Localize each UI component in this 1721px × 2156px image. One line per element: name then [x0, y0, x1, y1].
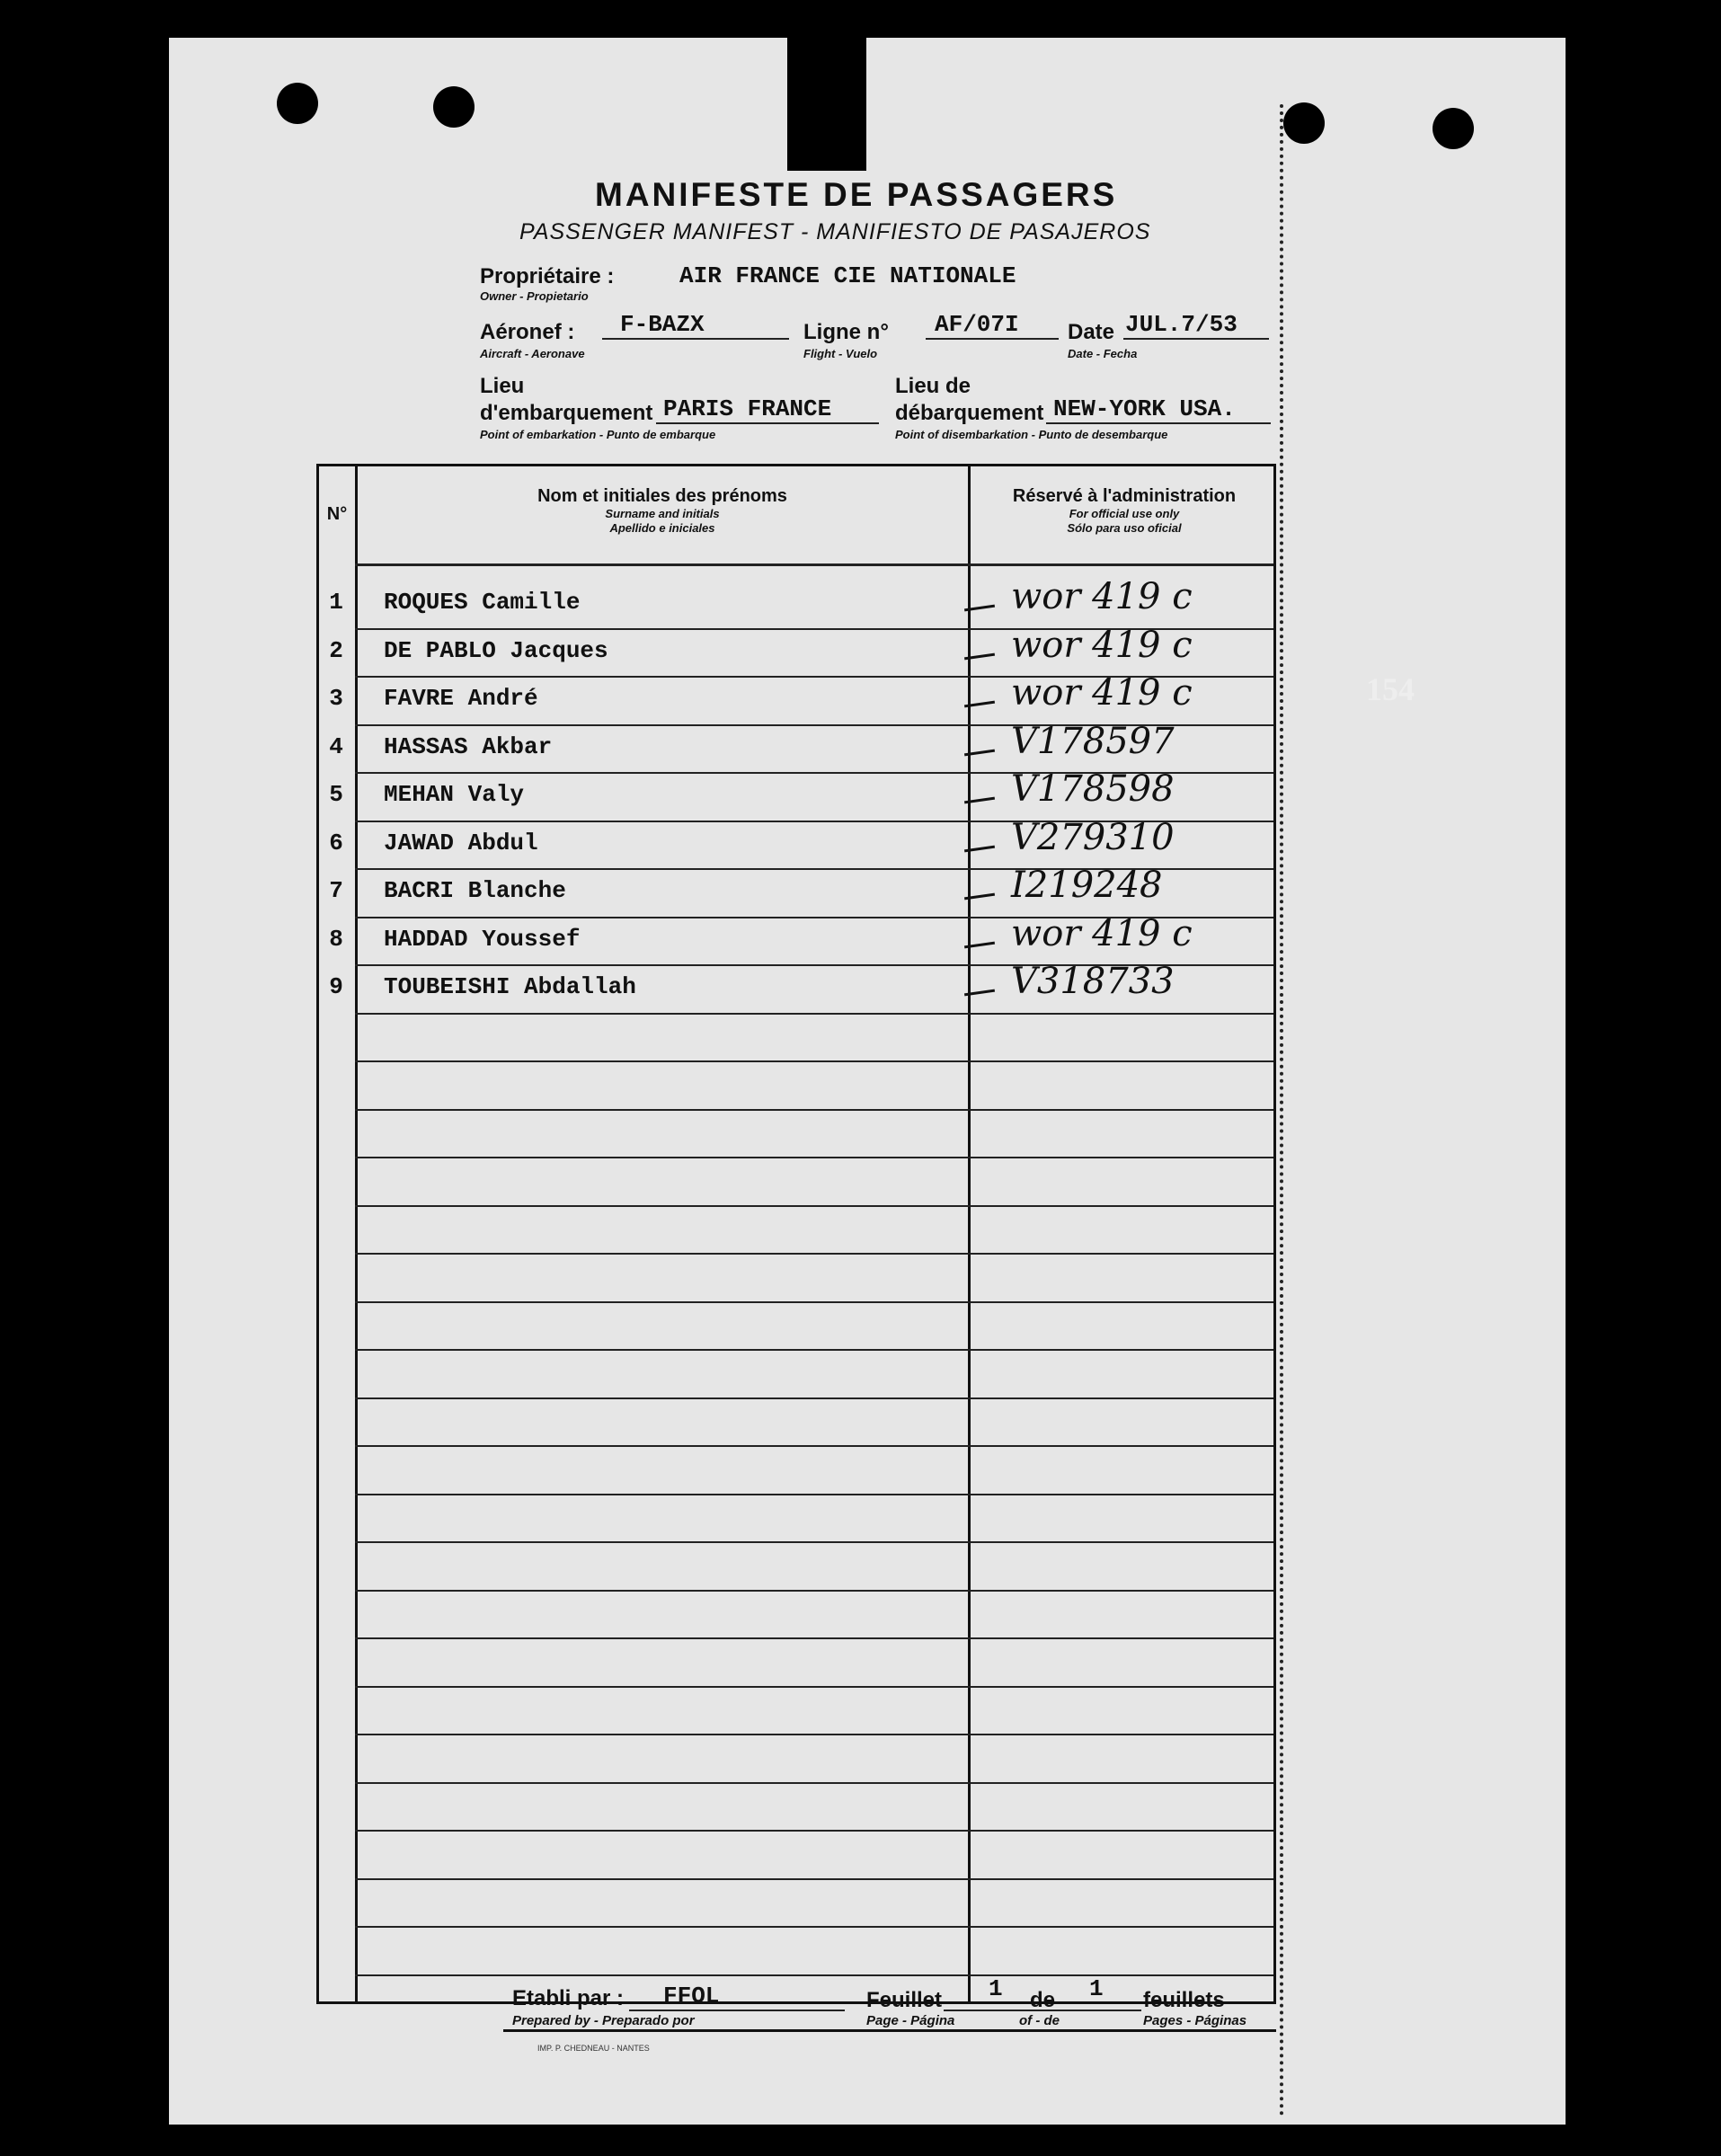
disembarkation-underline: [1046, 422, 1271, 424]
row-number: 9: [329, 973, 343, 1000]
row-number: 2: [329, 636, 343, 664]
owner-sublabel: Owner - Propietario: [480, 289, 589, 303]
sheet-label: Feuillet: [866, 1988, 943, 2012]
admin-annotation: V318733: [1011, 961, 1175, 1002]
sheet-sublabel: Page - Página: [866, 2013, 955, 2028]
row-number: 1: [329, 589, 343, 616]
row-rule: [355, 1590, 1273, 1592]
disembarkation-label-line2: débarquement: [895, 401, 1044, 425]
perforation-line: [1280, 104, 1283, 2117]
embarkation-label-line2: d'embarquement: [480, 401, 653, 425]
embarkation-sublabel: Point of embarkation - Punto de embarque: [480, 428, 716, 441]
admin-annotation: V178597: [1011, 720, 1175, 762]
admin-annotation: wor 419 c: [1011, 912, 1193, 954]
header-divider: [355, 563, 1273, 566]
row-number: 6: [329, 829, 343, 856]
punch-hole: [277, 83, 318, 124]
passenger-name: JAWAD Abdul: [384, 829, 538, 856]
row-rule: [355, 1494, 1273, 1495]
row-rule: [355, 1878, 1273, 1880]
row-number: 5: [329, 781, 343, 808]
sheet-underline: [944, 2010, 1141, 2011]
punch-hole: [433, 86, 475, 128]
passenger-name: ROQUES Camille: [384, 589, 581, 616]
admin-annotation: wor 419 c: [1011, 672, 1193, 714]
aircraft-value: F-BAZX: [620, 311, 705, 338]
flight-label: Ligne n°: [803, 320, 889, 344]
aircraft-underline: [602, 338, 789, 340]
row-rule: [355, 1301, 1273, 1303]
row-rule: [355, 1253, 1273, 1255]
owner-value: AIR FRANCE CIE NATIONALE: [679, 262, 1016, 289]
page-title: MANIFESTE DE PASSAGERS: [595, 176, 1118, 213]
of-value: 1: [1089, 1975, 1104, 2002]
embarkation-value: PARIS FRANCE: [663, 395, 832, 422]
disembarkation-sublabel: Point of disembarkation - Punto de desembarque: [895, 428, 1168, 441]
punch-hole: [1433, 108, 1474, 149]
date-underline: [1123, 338, 1269, 340]
page-number: 154: [1366, 671, 1415, 707]
row-rule: [355, 1445, 1273, 1447]
column-header-admin-main: Réservé à l'administration: [1012, 486, 1237, 506]
of-sublabel: of - de: [1019, 2013, 1060, 2028]
row-rule: [355, 1830, 1273, 1832]
column-header-admin-es: Sólo para uso oficial: [1067, 521, 1182, 535]
admin-annotation: V178598: [1011, 768, 1175, 810]
aircraft-label: Aéronef :: [480, 320, 575, 344]
flight-sublabel: Flight - Vuelo: [803, 347, 878, 360]
row-rule: [355, 1397, 1273, 1399]
embarkation-underline: [656, 422, 879, 424]
row-rule: [355, 1013, 1273, 1015]
sheet-value: 1: [989, 1975, 1003, 2002]
row-number: 3: [329, 685, 343, 712]
admin-annotation: wor 419 c: [1011, 576, 1193, 617]
row-rule: [355, 1060, 1273, 1062]
row-rule: [355, 1974, 1273, 1976]
sheets-sublabel: Pages - Páginas: [1143, 2013, 1247, 2028]
column-header-name-es: Apellido e iniciales: [609, 521, 715, 535]
column-header-name: [359, 486, 966, 536]
row-number: 4: [329, 732, 343, 760]
row-number: 8: [329, 925, 343, 953]
column-header-name-main: Nom et initiales des prénoms: [537, 486, 787, 506]
embarkation-label-line1: Lieu: [480, 374, 525, 398]
column-header-no: N°: [326, 504, 348, 524]
disembarkation-value: NEW-YORK USA.: [1053, 395, 1236, 422]
column-header-name-en: Surname and initials: [605, 507, 720, 520]
row-rule: [355, 1637, 1273, 1639]
footer-rule: [503, 2029, 1276, 2032]
row-number: 7: [329, 877, 343, 904]
row-rule: [355, 1205, 1273, 1207]
column-divider: [968, 466, 971, 2001]
row-rule: [355, 1782, 1273, 1784]
row-rule: [355, 1349, 1273, 1351]
date-value: JUL.7/53: [1125, 311, 1238, 338]
column-header-admin: [971, 486, 1277, 536]
disembarkation-label-line1: Lieu de: [895, 374, 971, 398]
punch-hole: [1283, 102, 1325, 144]
row-rule: [355, 1926, 1273, 1928]
sheets-label: feuillets: [1143, 1988, 1225, 2012]
date-label: Date: [1068, 320, 1115, 344]
passenger-name: DE PABLO Jacques: [384, 636, 608, 664]
date-sublabel: Date - Fecha: [1068, 347, 1138, 360]
passenger-name: HADDAD Youssef: [384, 925, 581, 953]
admin-annotation: I219248: [1011, 865, 1163, 906]
printer-mark: IMP. P. CHEDNEAU - NANTES: [537, 2044, 650, 2053]
flight-underline: [926, 338, 1059, 340]
of-label: de: [1030, 1988, 1056, 2012]
passenger-name: FAVRE André: [384, 685, 538, 712]
passenger-name: TOUBEISHI Abdallah: [384, 973, 636, 1000]
prepared-by-value: FFOL: [663, 1983, 720, 2010]
prepared-by-label: Etabli par :: [512, 1986, 625, 2010]
passenger-name: BACRI Blanche: [384, 877, 566, 904]
passenger-name: MEHAN Valy: [384, 781, 525, 808]
row-rule: [355, 1686, 1273, 1688]
binder-tab: [787, 38, 866, 171]
page-subtitle: PASSENGER MANIFEST - MANIFIESTO DE PASAJEROS: [519, 219, 1151, 244]
owner-label: Propriétaire :: [480, 264, 615, 288]
column-header-admin-en: For official use only: [1069, 507, 1180, 520]
flight-value: AF/07I: [935, 311, 1019, 338]
admin-annotation: V279310: [1011, 816, 1175, 858]
row-rule: [355, 1734, 1273, 1735]
aircraft-sublabel: Aircraft - Aeronave: [480, 347, 585, 360]
passenger-name: HASSAS Akbar: [384, 732, 553, 760]
row-rule: [355, 1541, 1273, 1543]
prepared-by-sublabel: Prepared by - Preparado por: [512, 2013, 695, 2028]
row-rule: [355, 1109, 1273, 1111]
passenger-table: [316, 464, 1276, 2004]
prepared-by-underline: [629, 2010, 845, 2011]
admin-annotation: wor 419 c: [1011, 624, 1193, 666]
row-rule: [355, 1157, 1273, 1158]
